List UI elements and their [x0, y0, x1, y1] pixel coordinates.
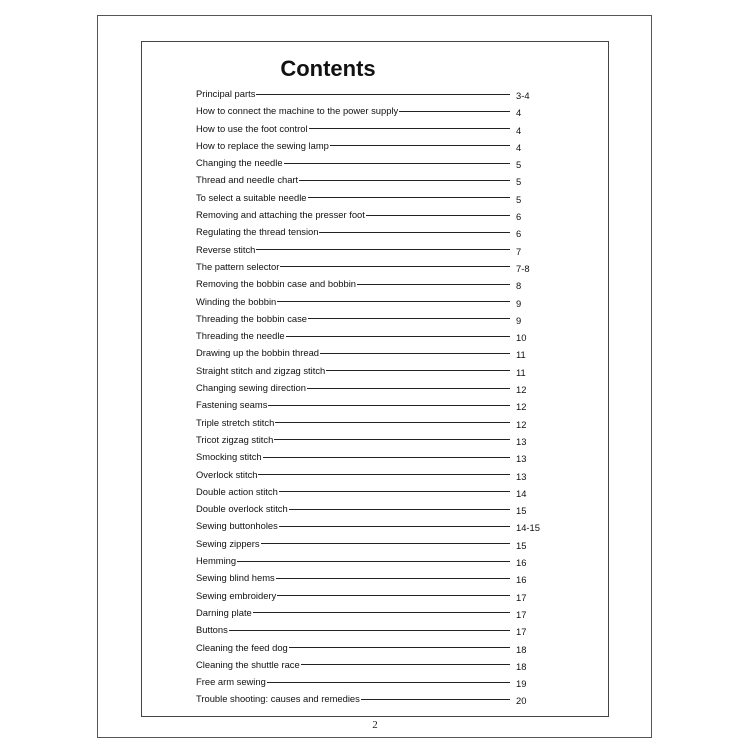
contents-title: Contents [280, 56, 376, 81]
leader-line [196, 561, 510, 562]
toc-entry [196, 430, 540, 447]
toc-entry-label: Threading the bobbin case [196, 310, 308, 327]
toc-entry [196, 465, 540, 482]
toc-entry [196, 620, 540, 637]
toc-entry [196, 361, 540, 378]
toc-entry [196, 689, 540, 706]
toc-entry-label: How to connect the machine to the power supply [196, 102, 399, 119]
toc-entry-page: 13 [516, 435, 527, 447]
leader-line [196, 630, 510, 631]
toc-entry-label: Smocking stitch [196, 448, 263, 465]
toc-entry-page: 13 [516, 453, 527, 465]
toc-entry [196, 672, 540, 689]
toc-entry-label: Triple stretch stitch [196, 414, 275, 431]
toc-entry-label: Fastening seams [196, 396, 268, 413]
table-of-contents [196, 84, 540, 707]
toc-entry-label: Sewing blind hems [196, 569, 276, 586]
toc-entry-page: 5 [516, 159, 522, 171]
toc-entry-page: 10 [516, 332, 527, 344]
toc-entry [196, 534, 540, 551]
toc-entry-page: 11 [516, 366, 526, 378]
toc-entry-label: Buttons [196, 621, 229, 638]
toc-entry [196, 136, 540, 153]
toc-entry-label: Sewing embroidery [196, 587, 277, 604]
toc-entry [196, 343, 540, 360]
toc-entry-page: 6 [516, 211, 522, 223]
toc-entry-page: 16 [516, 557, 527, 569]
toc-entry [196, 188, 540, 205]
toc-entry-page: 9 [516, 314, 522, 326]
toc-entry-page: 19 [516, 678, 527, 690]
toc-entry-page: 5 [516, 193, 522, 205]
toc-entry-page: 3-4 [516, 90, 530, 101]
toc-entry [196, 586, 540, 603]
toc-entry [196, 274, 540, 291]
toc-entry-page: 17 [516, 608, 527, 620]
toc-entry [196, 292, 540, 309]
toc-entry-label: Thread and needle chart [196, 171, 299, 188]
toc-entry [196, 568, 540, 585]
toc-entry-page: 17 [516, 591, 527, 603]
toc-entry [196, 119, 540, 136]
toc-entry-label: Free arm sewing [196, 673, 267, 690]
toc-entry-page: 7-8 [516, 262, 530, 274]
page-number: 2 [372, 719, 378, 731]
toc-entry-label: How to use the foot control [196, 120, 309, 137]
toc-entry [196, 309, 540, 326]
toc-entry-page: 17 [516, 626, 527, 638]
toc-entry-label: Winding the bobbin [196, 293, 277, 310]
toc-entry [196, 395, 540, 412]
toc-entry [196, 222, 540, 239]
toc-entry [196, 84, 540, 101]
toc-entry [196, 499, 540, 516]
toc-entry [196, 205, 540, 222]
toc-entry-page: 8 [516, 280, 522, 292]
toc-entry-page: 15 [516, 539, 527, 551]
toc-entry-label: Removing the bobbin case and bobbin [196, 275, 357, 292]
toc-entry-label: Overlock stitch [196, 466, 258, 483]
toc-entry-label: Changing the needle [196, 154, 284, 171]
toc-entry [196, 655, 540, 672]
toc-entry-page: 14 [516, 487, 527, 499]
toc-entry-page: 16 [516, 574, 527, 586]
toc-entry-page: 4 [516, 141, 522, 153]
toc-entry [196, 378, 540, 395]
toc-entry-label: Drawing up the bobbin thread [196, 344, 320, 361]
toc-entry-label: The pattern selector [196, 258, 280, 275]
toc-entry-label: Tricot zigzag stitch [196, 431, 274, 448]
toc-entry-label: Reverse stitch [196, 241, 256, 258]
toc-entry-page: 11 [516, 349, 526, 361]
toc-entry-label: Hemming [196, 552, 237, 569]
toc-entry-label: Principal parts [196, 85, 256, 102]
toc-entry [196, 516, 540, 533]
toc-entry [196, 326, 540, 343]
toc-entry-page: 20 [516, 695, 527, 707]
toc-entry-page: 12 [516, 384, 527, 396]
toc-entry-label: Straight stitch and zigzag stitch [196, 362, 326, 379]
toc-entry [196, 257, 540, 274]
toc-entry [196, 413, 540, 430]
toc-entry-label: Changing sewing direction [196, 379, 307, 396]
toc-entry-label: Threading the needle [196, 327, 286, 344]
toc-entry [196, 101, 540, 118]
toc-entry [196, 638, 540, 655]
toc-entry-label: Darning plate [196, 604, 253, 621]
toc-entry-page: 15 [516, 505, 527, 517]
toc-entry [196, 153, 540, 170]
toc-entry-page: 4 [516, 124, 522, 136]
toc-entry-label: To select a suitable needle [196, 189, 308, 206]
toc-entry-page: 12 [516, 418, 527, 430]
toc-entry-label: Regulating the thread tension [196, 223, 319, 240]
toc-entry-page: 18 [516, 660, 527, 672]
toc-entry-page: 12 [516, 401, 527, 413]
toc-entry-label: How to replace the sewing lamp [196, 137, 330, 154]
toc-entry-page: 5 [516, 176, 522, 188]
toc-entry [196, 170, 540, 187]
toc-entry-label: Double action stitch [196, 483, 279, 500]
toc-entry [196, 240, 540, 257]
toc-entry-label: Sewing buttonholes [196, 517, 279, 534]
toc-entry-label: Trouble shooting: causes and remedies [196, 690, 361, 707]
toc-entry-page: 18 [516, 643, 527, 655]
toc-entry-label: Double overlock stitch [196, 500, 289, 517]
toc-entry-page: 13 [516, 470, 527, 482]
toc-entry-page: 7 [516, 245, 522, 257]
toc-entry-page: 4 [516, 107, 522, 119]
toc-entry-label: Cleaning the feed dog [196, 639, 289, 656]
toc-entry-label: Cleaning the shuttle race [196, 656, 301, 673]
toc-entry-label: Removing and attaching the presser foot [196, 206, 366, 223]
toc-entry [196, 603, 540, 620]
toc-entry-page: 14-15 [516, 522, 540, 534]
toc-entry-page: 6 [516, 228, 522, 240]
toc-entry-label: Sewing zippers [196, 535, 261, 552]
toc-entry [196, 551, 540, 568]
toc-entry [196, 482, 540, 499]
toc-entry [196, 447, 540, 464]
toc-entry-page: 9 [516, 297, 522, 309]
